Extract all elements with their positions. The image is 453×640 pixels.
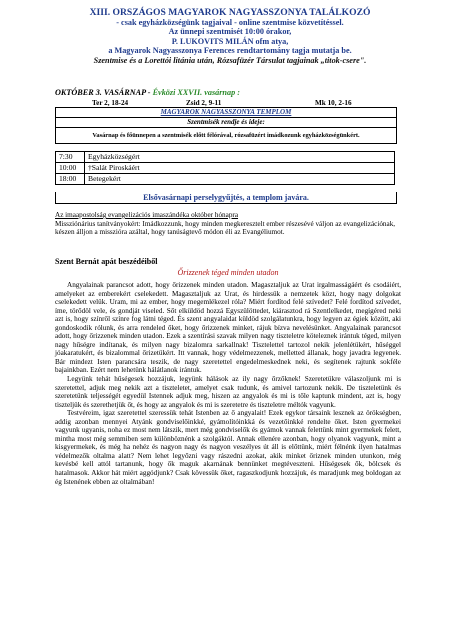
sunday-date: [55, 88, 240, 97]
sermon-subtitle: Őrizzenek téged minden utadon: [177, 268, 279, 277]
date-day: OKTÓBER 3. VASÁRNAP -: [55, 88, 151, 97]
table-row: [56, 163, 395, 174]
prayer-intention: [55, 211, 401, 237]
mass-time: Az ünnepi szentmisét 10:00 órakor,: [168, 27, 292, 37]
table-row: [56, 174, 395, 185]
reading-2: Zsid 2, 9-11: [186, 99, 222, 107]
reading-3: Mk 10, 2-16: [315, 99, 352, 107]
mass-intention-cell: †Salát Piroskáért: [85, 163, 395, 174]
celebrant-name: P. LUKOVITS MILÁN ofm atya,: [171, 36, 289, 46]
event-note: Szentmise és a Lorettói litánia után, Rózsafüzér Társulat tagjainak „titok-csere".: [93, 55, 367, 65]
mass-order-heading: Szentmisék rendje és ideje:: [56, 118, 396, 128]
sermon-paragraph: Legyünk tehát hűségesek hozzájuk, legyünk hálások az ily nagy őrzőknek! Szeretetükre válaszoljunk mi is szeretettel, adjuk meg nekik azt a tiszteletet, amelyet csak tudunk, és amivel tartozunk nekik. De tiszteletünk és szeretetünk teljességét egyedül Istennek adjuk meg, hiszen az angyalok és mi is tőle kaptunk mindent, azt is, hogy tiszteljük és szerethetjük őt, és hogy az angyalok és mi is szeretetre és tiszteletre méltók vagyunk.: [55, 375, 401, 409]
mass-intention-cell: Egyházközségért: [85, 152, 395, 163]
event-subtitle: - csak egyházközségünk tagjaival - online szentmise közvetítéssel.: [116, 17, 344, 27]
reading-1: Ter 2, 18-24: [92, 99, 129, 107]
mass-time-cell: 18:00: [56, 174, 85, 185]
event-header: [40, 8, 420, 66]
mass-time-cell: 7:30: [56, 152, 85, 163]
prayer-title: Az imaapostolság evangelizációs imaszándéka október hónapra: [55, 211, 239, 219]
sermon-paragraph: Angyalainak parancsot adott, hogy őrizzenek minden utadon. Magasztaljuk az Urat irgalmasságáért és csodáiért, amelyeket az emberekért cselekedett. Magasztaljuk az Urat, és hirdessük a nemzetek közt, hogy nagy dolgokat cselekedett velük. Uram, mi az ember, hogy megemlékezel róla? Miért fordítod felé szívedet? Felé fordítod szívedet, íme, törődöl vele, és gondját viseled. Sőt elküldöd hozzá Egyszülöttedet, kiárasztod rá Szentlelkedet, megígéred neki azt is, hogy színről színre fog látni téged. És szent angyalaidat küldöd szolgálatunkra, hogy legyen az égiek között, aki gondoskodik rólunk, és arra rendeled őket, hogy őrizzenek minket, rájuk bízva nevelésünket. Angyalainak parancsot adott, hogy őrizzenek minden utadon. Ezek a szentírási szavak milyen nagy tiszteletre köteleznek irántuk téged, milyen nagy hűségre indítanak, és milyen nagy bizalomra sarkallnak! Tisztelettel tartozol nekik jelenlétükért, hűséggel jóakaratukért, és bizalommal őrizetükért. Itt vannak, hogy védelmezzenek, melletted állanak, hogy javadra legyenek. Bár mindezt Isten parancsára teszik, de nagy szeretettel engedelmeskednek neki, és segítenek rajtunk sokféle bajainkban. Ezért nem lehetünk hálátlanok irántuk.: [55, 281, 401, 375]
table-row: [56, 152, 395, 163]
mass-table: [55, 151, 395, 185]
church-name: MAGYAROK NAGYASSZONYA TEMPLOM: [56, 108, 396, 118]
church-box: [55, 107, 397, 144]
collection-note: Elsővasárnapi perselygyűjtés, a templom javára.: [55, 192, 397, 204]
sermon-text: [55, 281, 401, 486]
liturgical-day: Évközi XXVII. vasárnap :: [150, 88, 240, 97]
prayer-text: Missziónárius tanítványokért: Imádkozzunk, hogy minden megkeresztelt ember részesévé váljon az evangelizációnak, készen álljon a misszióra azáltal, hogy tanúságtevő módon éli az Evangéliumot.: [55, 219, 396, 237]
mass-time-cell: 10:00: [56, 163, 85, 174]
event-title: XIII. ORSZÁGOS MAGYAROK NAGYASSZONYA TALÁLKOZÓ: [89, 7, 371, 18]
mass-intention-cell: Betegekért: [85, 174, 395, 185]
sermon-heading: Szent Bernát apát beszédéiből: [55, 257, 158, 266]
rosary-note: Vasárnap és főünnepen a szentmisék előtt félórával, rózsafüzért imádkozunk egyházközségünkért.: [92, 132, 360, 139]
sermon-paragraph: Testvéreim, igaz szeretettel szeressük tehát Istenben az ő angyalait! Ezek egykor társaink lesznek az örökségben, addig azonban mennyei Atyánk gondviselőinkké, gyámolítóinkká és vezetőinkké rendelte őket. Isten gyermekei vagyunk ugyanis, noha ez most nem látszik, mert még gondviselők és gyámok vannak felettünk mint gyermekek felett, mintha most még semmiben sem különböznénk a szolgáktól. Annak ellenére azonban, hogy olyanok vagyunk, mint a kisgyermekek, és még ha nehéz és nagyon nagy és nagyon veszélyes út áll is előttünk, miért félnénk ilyen hatalmas védelmezők oltalma alatt? Nem lehet legyőzni vagy rászedni azokat, akik minket őriznek minden utunkon, még kevésbé kell attól tartanunk, hogy ők maguk akarnának bennünket megtéveszteni. Hűségesek ők, bölcsek és hatalmasok. Akkor hát miért aggódjunk? Csak kövessük őket, ragaszkodjunk hozzájuk, és maradjunk meg boldogan az ég Istenének ebben az oltalmában!: [55, 409, 401, 486]
celebrant-order: a Magyarok Nagyasszonya Ferences rendtartomány tagja mutatja be.: [108, 46, 352, 56]
